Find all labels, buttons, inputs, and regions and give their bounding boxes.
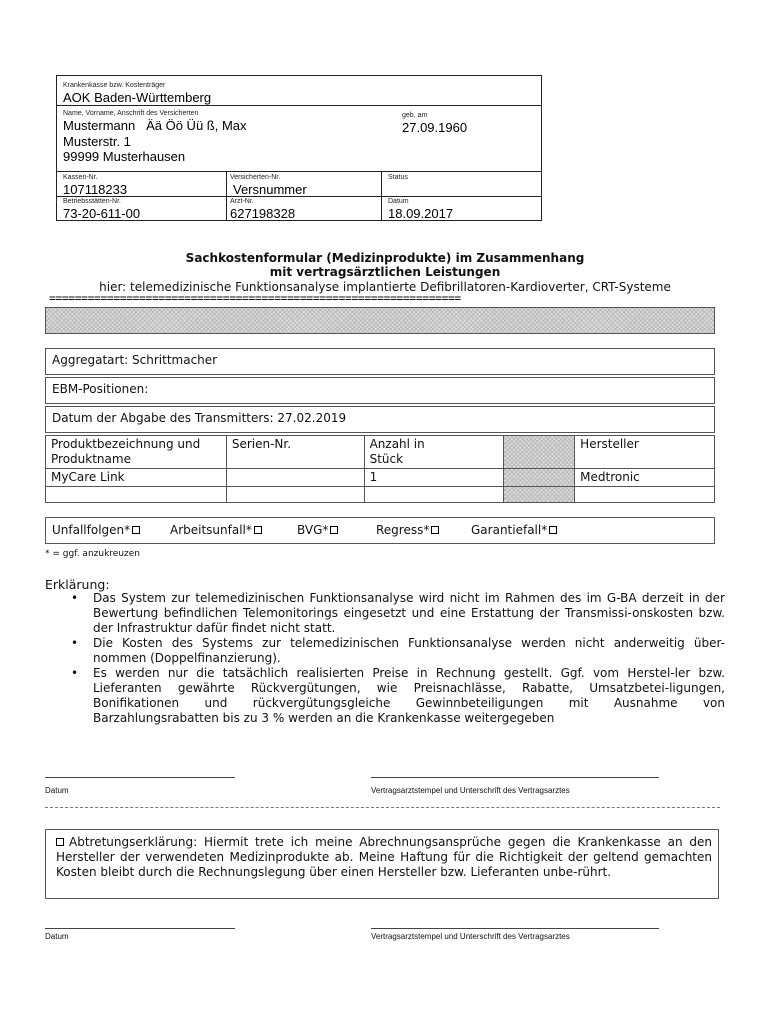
header-hersteller: Hersteller (575, 436, 715, 469)
section-divider (45, 807, 720, 808)
datum-cell (381, 196, 542, 221)
cell-anzahl[interactable]: 1 (364, 469, 504, 487)
status-label: Status (388, 174, 408, 181)
kasse-box (56, 75, 542, 106)
title-line-2: mit vertragsärztlichen Leistungen (269, 265, 501, 279)
versicherten-nr-value: Versnummer (233, 182, 307, 197)
checkbox-icon[interactable] (330, 526, 338, 534)
header-hatched-cell (504, 436, 575, 469)
flag-arbeitsunfall[interactable] (170, 522, 262, 538)
signature-stempel-label: Vertragsarztstempel und Unterschrift des Vertragsarztes (371, 786, 570, 795)
abtretung-checkbox-icon[interactable] (56, 838, 64, 846)
separator: ================================================================ (49, 293, 461, 305)
versicherten-nr-cell (226, 171, 382, 197)
signature-datum-label: Datum (45, 786, 69, 795)
checkbox-icon[interactable] (254, 526, 262, 534)
hatched-bar (45, 307, 715, 334)
flag-garantiefall-label: Garantiefall* (471, 523, 548, 537)
flag-regress-label: Regress* (376, 523, 430, 537)
cell-serien-nr[interactable] (226, 487, 364, 503)
cell-hersteller[interactable]: Medtronic (575, 469, 715, 487)
flag-regress[interactable] (376, 522, 439, 538)
abtretung-text: Abtretungserklärung: Hiermit trete ich meine Abrechnungsansprüche gegen die Krankenkasse an den Hersteller der verwendeten Medizinprodukte ab. Meine Haftung für die Richtigkeit der geltend gemachten Kosten bleibt durch die Rechnungslegung über einen Hersteller bzw. Lieferanten unbe-rührt. (56, 835, 712, 879)
checkbox-icon[interactable] (431, 526, 439, 534)
flag-bvg[interactable] (297, 522, 338, 538)
table-row[interactable] (46, 469, 715, 487)
name-label: Name, Vorname, Anschrift des Versicherten (63, 110, 199, 117)
flag-bvg-label: BVG* (297, 523, 329, 537)
cell-hatched (504, 469, 575, 487)
datum-abgabe-text: Datum der Abgabe des Transmitters: 27.02.2019 (52, 411, 347, 425)
aggregatart-row[interactable] (45, 348, 715, 375)
checkbox-icon[interactable] (549, 526, 557, 534)
abtretung-text-wrap (56, 835, 712, 880)
geb-value: 27.09.1960 (402, 120, 468, 135)
erklaerung-heading: Erklärung: (45, 577, 110, 592)
kasse-label: Krankenkasse bzw. Kostenträger (63, 82, 166, 89)
cell-produkt[interactable]: MyCare Link (46, 469, 227, 487)
signature2-datum-label: Datum (45, 932, 69, 941)
header-anzahl-text: Anzahl in Stück (369, 437, 425, 466)
kassen-nr-label: Kassen-Nr. (63, 174, 98, 181)
flag-unfallfolgen[interactable] (52, 522, 140, 538)
ebm-text: EBM-Positionen: (52, 382, 149, 396)
title-line-3: hier: telemedizinische Funktionsanalyse implantierte Defibrillatoren-Kardioverter, CRT-Systeme (99, 280, 671, 294)
cell-produkt[interactable] (46, 487, 227, 503)
datum-abgabe-row[interactable] (45, 406, 715, 433)
cell-hatched (504, 487, 575, 503)
header-produkt: Produktbezeichnung und Produktname (46, 436, 227, 469)
signature2-line-stempel (371, 928, 659, 929)
arzt-nr-label: Arzt-Nr. (230, 198, 254, 205)
header-anzahl (364, 436, 504, 469)
aggregatart-text: Aggregatart: Schrittmacher (52, 353, 218, 367)
datum-value: 18.09.2017 (388, 206, 454, 221)
status-cell (381, 171, 542, 197)
insured-box (56, 105, 542, 172)
signature2-stempel-label: Vertragsarztstempel und Unterschrift des Vertragsarztes (371, 932, 570, 941)
arzt-nr-value: 627198328 (230, 206, 296, 221)
table-row[interactable] (46, 487, 715, 503)
cell-serien-nr[interactable] (226, 469, 364, 487)
header-serien-nr: Serien-Nr. (226, 436, 364, 469)
list-item: • Es werden nur die tatsächlich realisierten Preise in Rechnung gestellt. Ggf. vom Herstel-ler bzw. Lieferanten gewährte Rückvergütungen, wie Preisnachlässe, Rabatte, Umsatzbetei-ligungen, Bonifikationen und rückvergütungsgleiche Gewinnbeteiligungen mit Ausnahme von Barzahlungsrabatten bis zu 3 % werden an die Krankenkasse weitergegeben (93, 666, 725, 726)
list-item: • Das System zur telemedizinischen Funktionsanalyse wird nicht im Rahmen des im G-BA derzeit in der Bewertung befindlichen Telemonitorings eingesetzt und eine Erstattung der Transmissi-onskosten bzw. der Infrastruktur dafür findet nicht statt. (93, 591, 725, 636)
bsnr-value: 73-20-611-00 (63, 206, 141, 221)
flag-arbeitsunfall-label: Arbeitsunfall* (170, 523, 252, 537)
cell-anzahl[interactable] (364, 487, 504, 503)
erklaerung-list (93, 591, 725, 726)
bsnr-cell (56, 196, 227, 221)
datum-label: Datum (388, 198, 409, 205)
product-table (45, 435, 715, 503)
arzt-nr-cell (226, 196, 382, 221)
city-value: 99999 Musterhausen (63, 149, 186, 164)
versicherten-nr-label: Versicherten-Nr. (230, 174, 281, 181)
street-value: Musterstr. 1 (63, 134, 131, 149)
cell-hersteller[interactable] (575, 487, 715, 503)
flag-unfallfolgen-label: Unfallfolgen* (52, 523, 131, 537)
title-line-1: Sachkostenformular (Medizinprodukte) im Zusammenhang (185, 251, 585, 265)
bsnr-label: Betriebsstätten-Nr. (63, 198, 121, 205)
abtretung-box (45, 829, 719, 899)
table-header-row (46, 436, 715, 469)
checkbox-icon[interactable] (132, 526, 140, 534)
signature-line-datum (45, 777, 235, 778)
signature-line-stempel (371, 777, 659, 778)
flag-garantiefall[interactable] (471, 522, 557, 538)
name-value: Mustermann Ää Öö Üü ß, Max (63, 118, 247, 133)
list-item: • Die Kosten des Systems zur telemedizinischen Funktionsanalyse werden nicht anderweitig über-nommen (Doppelfinanzierung). (93, 636, 725, 666)
signature2-line-datum (45, 928, 235, 929)
kasse-value: AOK Baden-Württemberg (63, 90, 212, 105)
footnote: * = ggf. anzukreuzen (45, 549, 140, 559)
kassen-nr-cell (56, 171, 227, 197)
flags-row (45, 517, 715, 544)
geb-label: geb. am (402, 112, 428, 119)
kassen-nr-value: 107118233 (63, 182, 128, 197)
ebm-row[interactable] (45, 377, 715, 404)
